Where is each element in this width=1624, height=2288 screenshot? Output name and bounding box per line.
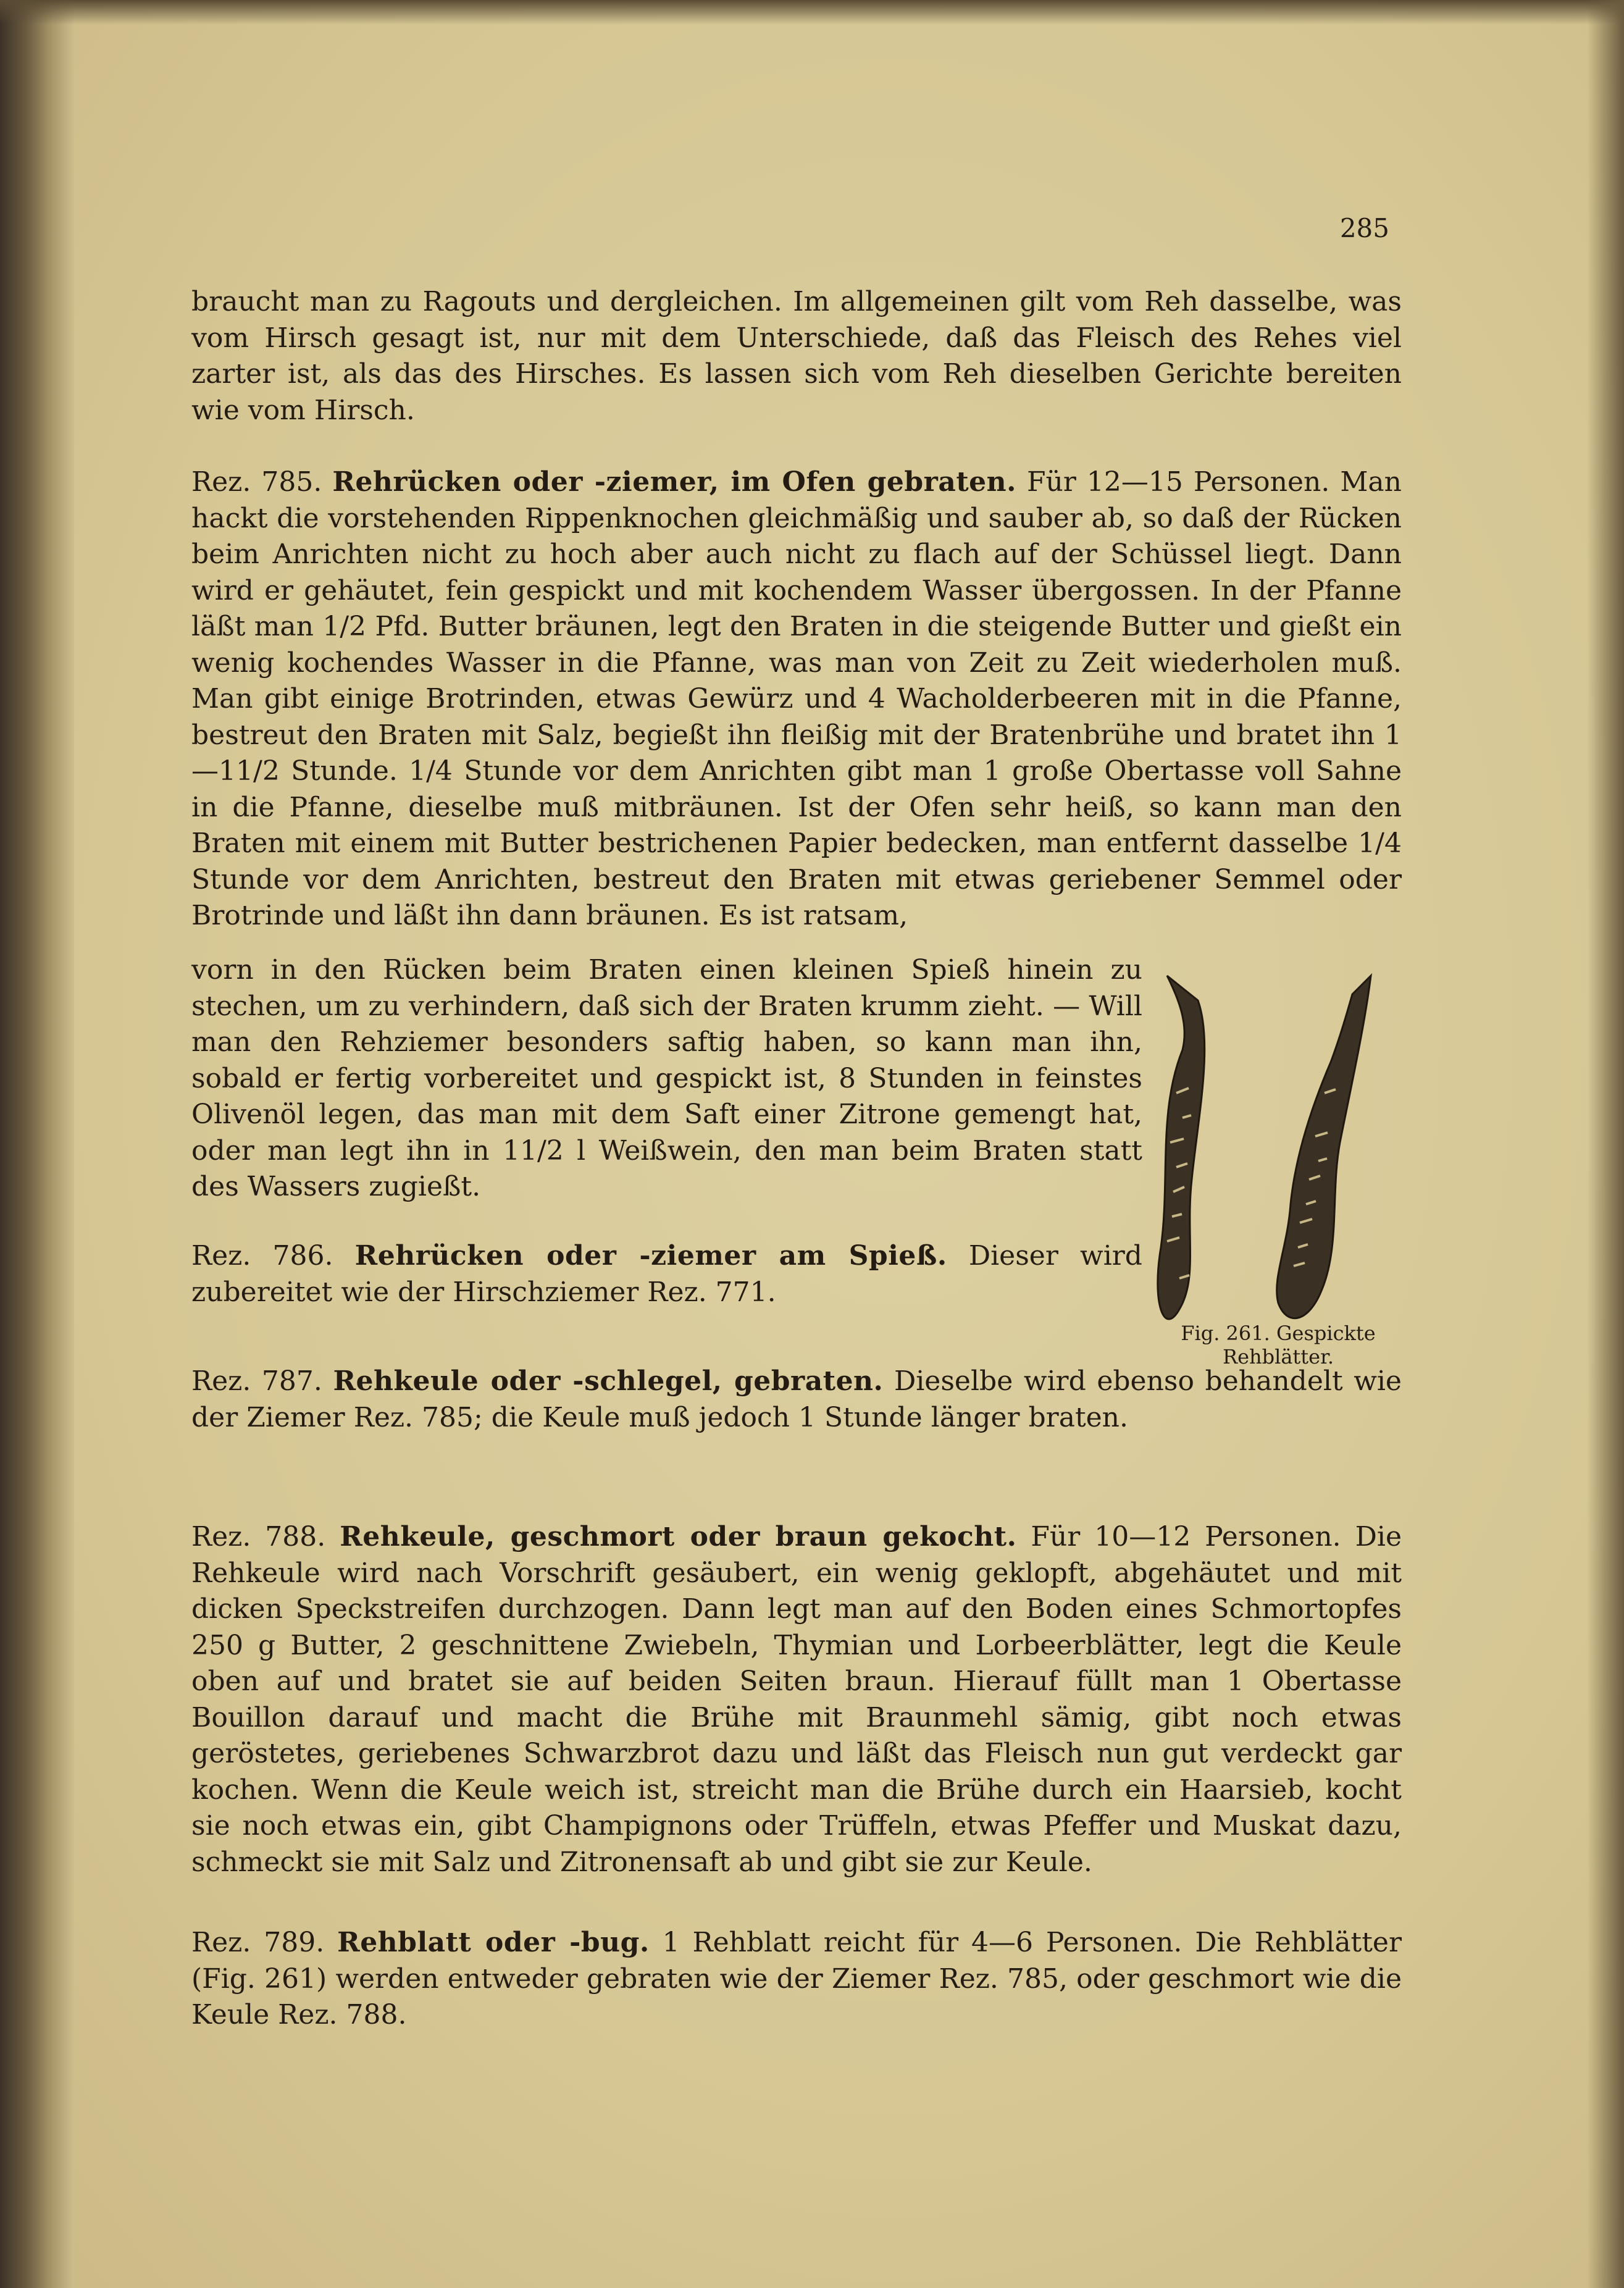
recipe-788 — [191, 1519, 1402, 1880]
page-number: 285 — [1339, 213, 1389, 243]
recipe-789-text: 1 Rehblatt reicht für 4—6 Personen. Die Rehblätter (Fig. 261) werden entweder gebraten wie der Ziemer Rez. 785, oder geschmort wie die Keule Rez. 788. — [191, 1927, 1402, 2030]
recipe-785 — [191, 464, 1402, 934]
figure-caption: Fig. 261. Gespickte Rehblätter. — [1181, 1322, 1376, 1368]
book-spine — [0, 0, 74, 2288]
page-right-edge — [1587, 0, 1624, 2288]
recipe-788-title: Rehkeule, geschmort oder braun gekocht. — [340, 1521, 1017, 1553]
page-top-edge — [0, 0, 1624, 25]
recipe-789-title: Rehblatt oder -bug. — [337, 1927, 650, 1958]
recipe-787-number: Rez. 787. — [191, 1365, 322, 1397]
recipe-785-title: Rehrücken oder -ziemer, im Ofen gebraten. — [332, 466, 1016, 498]
recipe-788-text: Für 10—12 Personen. Die Rehkeule wird nach Vorschrift gesäubert, ein wenig geklopft, abgehäutet und mit dicken Speckstreifen durchzogen. Dann legt man auf den Boden eines Schmortopfes 250 g Butter, 2 geschnittene Zwiebeln, Thymian und Lorbeerblätter, legt die Keule oben auf und bratet sie auf beiden Seiten braun. Hierauf füllt man 1 Obertasse Bouillon darauf und macht die Brühe mit Braunmehl sämig, gibt noch etwas geröstetes, geriebenes Schwarzbrot dazu und läßt das Fleisch nun gut verdeckt gar kochen. Wenn die Keule weich ist, streicht man die Brühe durch ein Haarsieb, kocht sie noch etwas ein, gibt Champignons oder Trüffeln, etwas Pfeffer und Muskat dazu, schmeckt sie mit Salz und Zitronensaft ab und gibt sie zur Keule. — [191, 1521, 1402, 1878]
right-shoulder-illustration — [1277, 976, 1371, 1318]
recipe-786-text: Dieser wird zubereitet wie der Hirschziemer Rez. 771. — [191, 1240, 1142, 1308]
recipe-789-number: Rez. 789. — [191, 1927, 325, 1958]
intro-paragraph: braucht man zu Ragouts und dergleichen. Im allgemeinen gilt vom Reh dasselbe, was vom Hirsch gesagt ist, nur mit dem Unterschiede, daß das Fleisch des Rehes viel zarter ist, als das des Hirsches. Es lassen sich vom Reh dieselben Gerichte bereiten wie vom Hirsch. — [191, 286, 1402, 426]
recipe-785-continued: vorn in den Rücken beim Braten einen kleinen Spieß hinein zu stechen, um zu verhindern, daß sich der Braten krumm zieht. — Will man den Rehziemer besonders saftig haben, so kann man ihn, sobald er fertig vorbereitet und gespickt ist, 8 Stunden in feinstes Olivenöl legen, das man mit dem Saft einer Zitrone gemengt hat, oder man legt ihn in 11/2 l Weißwein, den man beim Braten statt des Wassers zugießt. — [191, 954, 1142, 1202]
left-shoulder-illustration — [1158, 976, 1205, 1319]
recipe-788-number: Rez. 788. — [191, 1521, 326, 1553]
recipe-786 — [191, 1238, 1142, 1310]
recipe-787-text: Dieselbe wird ebenso behandelt wie der Ziemer Rez. 785; die Keule muß jedoch 1 Stunde länger braten. — [191, 1365, 1402, 1433]
recipe-785-number: Rez. 785. — [191, 466, 322, 498]
recipe-785-text: Für 12—15 Personen. Man hackt die vorstehenden Rippenknochen gleichmäßig und sauber ab, so daß der Rücken beim Anrichten nicht zu hoch aber auch nicht zu flach auf der Schüssel liegt. Dann wird er gehäutet, fein gespickt und mit kochendem Wasser übergossen. In der Pfanne läßt man 1/2 Pfd. Butter bräunen, legt den Braten in die steigende Butter und gießt ein wenig kochendes Wasser in die Pfanne, was man von Zeit zu Zeit wiederholen muß. Man gibt einige Brotrinden, etwas Gewürz und 4 Wacholderbeeren mit in die Pfanne, bestreut den Braten mit Salz, begießt ihn fleißig mit der Bratenbrühe und bratet ihn 1—11/2 Stunde. 1/4 Stunde vor dem Anrichten gibt man 1 große Obertasse voll Sahne in die Pfanne, dieselbe muß mitbräunen. Ist der Ofen sehr heiß, so kann man den Braten mit einem mit Butter bestrichenen Papier bedecken, man entfernt dasselbe 1/4 Stunde vor dem Anrichten, bestreut den Braten mit etwas geriebener Semmel oder Brotrinde und läßt ihn dann bräunen. Es ist ratsam, — [191, 466, 1402, 931]
recipe-786-title: Rehrücken oder -ziemer am Spieß. — [354, 1240, 947, 1272]
recipe-786-number: Rez. 786. — [191, 1240, 333, 1272]
recipe-787-title: Rehkeule oder -schlegel, gebraten. — [333, 1365, 884, 1397]
recipe-789 — [191, 1925, 1402, 2034]
